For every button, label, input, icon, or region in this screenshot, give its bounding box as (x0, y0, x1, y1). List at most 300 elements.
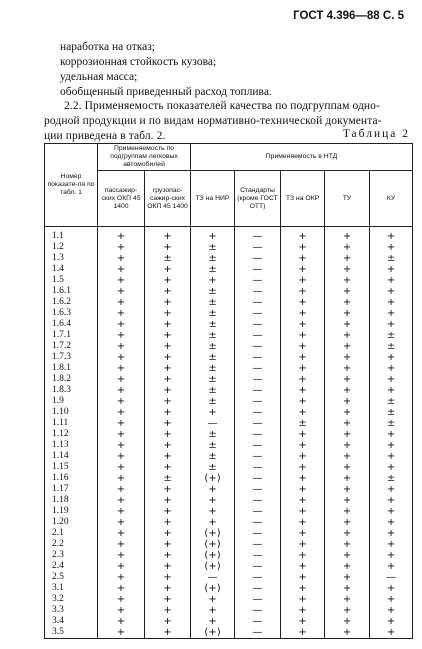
applicability-cell: ± (191, 286, 235, 297)
applicability-cell: + (281, 407, 325, 418)
applicability-cell: + (281, 440, 325, 451)
table-row (45, 297, 413, 308)
applicability-cell: + (325, 242, 370, 253)
applicability-cell: — (235, 572, 281, 583)
applicability-cell: + (98, 341, 145, 352)
table-row (45, 594, 413, 605)
applicability-cell: — (235, 374, 281, 385)
applicability-cell: + (98, 396, 145, 407)
table-row (45, 583, 413, 594)
applicability-cell: + (145, 550, 191, 561)
applicability-cell: + (281, 594, 325, 605)
applicability-cell: + (191, 616, 235, 627)
applicability-cell: + (325, 275, 370, 286)
applicability-table (44, 143, 413, 639)
applicability-cell: ± (191, 242, 235, 253)
row-number-cell: 1.6.1 (45, 286, 98, 297)
applicability-cell: + (145, 286, 191, 297)
table-row (45, 253, 413, 264)
applicability-cell: ± (191, 462, 235, 473)
applicability-cell: + (98, 550, 145, 561)
table-row (45, 572, 413, 583)
applicability-cell: — (235, 407, 281, 418)
applicability-cell: — (370, 572, 413, 583)
applicability-cell: + (325, 352, 370, 363)
applicability-cell: + (281, 506, 325, 517)
applicability-cell: + (145, 407, 191, 418)
applicability-cell: — (235, 341, 281, 352)
applicability-cell: + (370, 429, 413, 440)
row-number-cell: 1.10 (45, 407, 98, 418)
applicability-cell: + (281, 550, 325, 561)
row-number-cell: 1.6.4 (45, 319, 98, 330)
applicability-cell: + (281, 451, 325, 462)
applicability-cell: + (145, 385, 191, 396)
applicability-cell: + (325, 440, 370, 451)
applicability-cell: + (98, 605, 145, 616)
applicability-cell: + (98, 627, 145, 639)
applicability-cell: + (370, 374, 413, 385)
applicability-cell: + (370, 352, 413, 363)
table-row (45, 561, 413, 572)
applicability-cell: — (235, 275, 281, 286)
applicability-cell: — (235, 418, 281, 429)
applicability-cell: — (235, 528, 281, 539)
applicability-cell: + (98, 473, 145, 484)
applicability-cell: — (235, 616, 281, 627)
applicability-cell: + (281, 253, 325, 264)
table-row (45, 462, 413, 473)
applicability-cell: + (281, 605, 325, 616)
applicability-cell: + (191, 517, 235, 528)
row-number-cell: 1.17 (45, 484, 98, 495)
applicability-cell: — (235, 495, 281, 506)
applicability-cell: + (191, 484, 235, 495)
applicability-cell: + (281, 396, 325, 407)
paragraph-line: ции приведена в табл. 2. (44, 130, 166, 142)
applicability-cell: + (281, 341, 325, 352)
applicability-cell: — (235, 385, 281, 396)
applicability-cell: + (145, 341, 191, 352)
applicability-cell: + (281, 462, 325, 473)
table-row (45, 330, 413, 341)
applicability-cell: + (145, 396, 191, 407)
applicability-cell: + (281, 572, 325, 583)
applicability-cell: + (325, 330, 370, 341)
applicability-cell: ± (191, 396, 235, 407)
applicability-cell: + (325, 385, 370, 396)
applicability-cell: + (370, 528, 413, 539)
applicability-cell: — (235, 627, 281, 639)
applicability-cell: + (191, 594, 235, 605)
applicability-cell: + (281, 385, 325, 396)
applicability-cell: + (325, 484, 370, 495)
applicability-cell: + (325, 341, 370, 352)
applicability-cell: + (145, 374, 191, 385)
col-header-number: Номер показате-ля по табл. 1 (45, 144, 98, 227)
table-row (45, 275, 413, 286)
applicability-cell: + (370, 539, 413, 550)
row-number-cell: 3.1 (45, 583, 98, 594)
applicability-cell: — (235, 462, 281, 473)
applicability-cell: + (281, 539, 325, 550)
table-row (45, 407, 413, 418)
applicability-cell: + (325, 528, 370, 539)
applicability-cell: + (98, 594, 145, 605)
applicability-cell: + (370, 242, 413, 253)
row-number-cell: 1.14 (45, 451, 98, 462)
row-number-cell: 1.6.3 (45, 308, 98, 319)
applicability-cell: + (281, 297, 325, 308)
applicability-cell: + (281, 528, 325, 539)
applicability-cell: + (370, 462, 413, 473)
applicability-cell: + (191, 407, 235, 418)
applicability-cell: + (98, 451, 145, 462)
applicability-cell: — (235, 297, 281, 308)
applicability-cell: + (145, 363, 191, 374)
applicability-cell: — (235, 242, 281, 253)
row-number-cell: 1.1 (45, 227, 98, 243)
applicability-cell: + (370, 440, 413, 451)
applicability-cell: + (325, 616, 370, 627)
applicability-cell: + (98, 308, 145, 319)
applicability-cell: + (98, 242, 145, 253)
applicability-cell: + (325, 561, 370, 572)
row-number-cell: 1.7.1 (45, 330, 98, 341)
row-number-cell: 1.3 (45, 253, 98, 264)
applicability-cell: ± (191, 440, 235, 451)
applicability-cell: + (325, 495, 370, 506)
applicability-cell: + (98, 440, 145, 451)
col-header-standards: Стандарты (кроме ГОСТ ОТТ) (235, 171, 281, 227)
applicability-cell: + (370, 594, 413, 605)
table-row (45, 227, 413, 243)
applicability-cell: + (145, 572, 191, 583)
applicability-cell: + (281, 352, 325, 363)
applicability-cell: + (98, 528, 145, 539)
list-item: удельная масса; (60, 71, 138, 83)
applicability-cell: + (281, 627, 325, 639)
applicability-cell: + (98, 253, 145, 264)
applicability-cell: + (191, 227, 235, 243)
applicability-cell: + (191, 275, 235, 286)
row-number-cell: 1.7.3 (45, 352, 98, 363)
applicability-cell: + (145, 352, 191, 363)
applicability-cell: ± (370, 253, 413, 264)
table-row (45, 550, 413, 561)
col-header-cargo-passenger: грузопас-сажир-ских ОКП 45 1400 (145, 171, 191, 227)
row-number-cell: 1.16 (45, 473, 98, 484)
applicability-cell: + (370, 506, 413, 517)
applicability-cell: + (325, 539, 370, 550)
applicability-cell: + (145, 539, 191, 550)
applicability-cell: ± (370, 341, 413, 352)
applicability-cell: ± (370, 418, 413, 429)
applicability-cell: + (145, 594, 191, 605)
applicability-cell: + (281, 330, 325, 341)
row-number-cell: 2.3 (45, 550, 98, 561)
applicability-cell: + (145, 462, 191, 473)
applicability-cell: + (281, 264, 325, 275)
applicability-cell: + (370, 561, 413, 572)
applicability-cell: ± (191, 330, 235, 341)
applicability-cell: — (235, 539, 281, 550)
row-number-cell: 1.18 (45, 495, 98, 506)
applicability-cell: + (325, 550, 370, 561)
applicability-cell: ± (191, 451, 235, 462)
table-row (45, 242, 413, 253)
applicability-cell: + (145, 297, 191, 308)
applicability-cell: + (370, 517, 413, 528)
applicability-cell: — (235, 308, 281, 319)
applicability-cell: + (98, 330, 145, 341)
row-number-cell: 1.13 (45, 440, 98, 451)
applicability-cell: + (281, 227, 325, 243)
row-number-cell: 1.12 (45, 429, 98, 440)
applicability-cell: + (98, 286, 145, 297)
applicability-cell: + (325, 264, 370, 275)
row-number-cell: 1.8.3 (45, 385, 98, 396)
applicability-cell: + (370, 484, 413, 495)
applicability-cell: + (145, 308, 191, 319)
applicability-cell: + (370, 385, 413, 396)
paragraph-line: родной продукции и по видам нормативно-технической документа- (44, 115, 382, 127)
table-row (45, 341, 413, 352)
applicability-cell: + (281, 275, 325, 286)
applicability-cell: — (235, 605, 281, 616)
applicability-cell: — (235, 363, 281, 374)
applicability-cell: ± (191, 297, 235, 308)
applicability-cell: + (98, 407, 145, 418)
applicability-cell: + (98, 484, 145, 495)
applicability-cell: + (145, 451, 191, 462)
applicability-cell: + (281, 517, 325, 528)
applicability-cell: + (325, 363, 370, 374)
applicability-cell: + (281, 319, 325, 330)
applicability-cell: + (325, 583, 370, 594)
applicability-cell: + (98, 462, 145, 473)
applicability-cell: + (325, 451, 370, 462)
applicability-cell: + (325, 374, 370, 385)
applicability-cell: + (98, 418, 145, 429)
row-number-cell: 3.5 (45, 627, 98, 639)
col-header-tz-okr: ТЗ на ОКР (281, 171, 325, 227)
indicator-list (60, 40, 272, 100)
applicability-cell: + (145, 319, 191, 330)
applicability-cell: + (370, 583, 413, 594)
applicability-cell: — (235, 594, 281, 605)
applicability-cell: + (281, 429, 325, 440)
applicability-cell: + (325, 396, 370, 407)
applicability-cell: + (145, 227, 191, 243)
applicability-cell: — (235, 429, 281, 440)
table-row (45, 374, 413, 385)
applicability-cell: + (145, 429, 191, 440)
applicability-cell: (+) (191, 583, 235, 594)
applicability-cell: + (145, 242, 191, 253)
applicability-cell: + (370, 286, 413, 297)
applicability-cell: — (235, 550, 281, 561)
applicability-cell: (+) (191, 528, 235, 539)
table-row (45, 352, 413, 363)
row-number-cell: 2.2 (45, 539, 98, 550)
applicability-cell: + (98, 319, 145, 330)
applicability-cell: ± (191, 341, 235, 352)
applicability-cell: + (145, 330, 191, 341)
applicability-cell: ± (191, 264, 235, 275)
applicability-cell: + (191, 495, 235, 506)
applicability-cell: + (325, 473, 370, 484)
row-number-cell: 1.19 (45, 506, 98, 517)
applicability-cell: — (191, 572, 235, 583)
applicability-cell: + (98, 297, 145, 308)
applicability-cell: + (98, 583, 145, 594)
table-row (45, 605, 413, 616)
col-header-passenger: пассажир-ских ОКП 45 1400 (98, 171, 145, 227)
applicability-cell: — (191, 418, 235, 429)
applicability-cell: + (98, 539, 145, 550)
applicability-cell: + (325, 308, 370, 319)
row-number-cell: 1.7.2 (45, 341, 98, 352)
row-number-cell: 3.3 (45, 605, 98, 616)
applicability-cell: + (145, 484, 191, 495)
applicability-cell: + (145, 627, 191, 639)
applicability-cell: + (98, 506, 145, 517)
table-row (45, 440, 413, 451)
applicability-cell: + (98, 352, 145, 363)
applicability-cell: + (370, 550, 413, 561)
row-number-cell: 1.5 (45, 275, 98, 286)
applicability-cell: + (325, 517, 370, 528)
applicability-cell: + (281, 484, 325, 495)
applicability-cell: + (98, 429, 145, 440)
applicability-cell: + (145, 561, 191, 572)
paragraph-line: 2.2. Применяемость показателей качества по подгруппам одно- (64, 100, 380, 112)
col-group-subgroups: Применяемость по подгруппам легковых автомобилей (98, 144, 191, 171)
applicability-cell: + (370, 308, 413, 319)
applicability-cell: + (98, 264, 145, 275)
table-row (45, 264, 413, 275)
applicability-cell: + (281, 561, 325, 572)
applicability-cell: — (235, 227, 281, 243)
applicability-cell: + (370, 264, 413, 275)
applicability-cell: + (98, 616, 145, 627)
applicability-cell: + (145, 605, 191, 616)
applicability-cell: (+) (191, 539, 235, 550)
applicability-cell: ± (370, 396, 413, 407)
row-number-cell: 1.8.1 (45, 363, 98, 374)
row-number-cell: 1.4 (45, 264, 98, 275)
applicability-cell: + (325, 572, 370, 583)
applicability-cell: + (325, 319, 370, 330)
applicability-cell: (+) (191, 550, 235, 561)
applicability-cell: + (145, 616, 191, 627)
row-number-cell: 3.2 (45, 594, 98, 605)
applicability-cell: + (281, 473, 325, 484)
row-number-cell: 1.6.2 (45, 297, 98, 308)
applicability-cell: — (235, 451, 281, 462)
applicability-cell: ± (191, 308, 235, 319)
table-row (45, 286, 413, 297)
applicability-cell: + (98, 495, 145, 506)
applicability-cell: ± (191, 374, 235, 385)
applicability-cell: — (235, 352, 281, 363)
table-row (45, 517, 413, 528)
row-number-cell: 1.9 (45, 396, 98, 407)
applicability-cell: + (145, 528, 191, 539)
table-row (45, 429, 413, 440)
applicability-cell: + (145, 495, 191, 506)
applicability-cell: + (325, 253, 370, 264)
applicability-cell: (+) (191, 627, 235, 639)
applicability-cell: ± (370, 330, 413, 341)
applicability-cell: ± (370, 407, 413, 418)
table-row (45, 627, 413, 639)
applicability-cell: ± (191, 352, 235, 363)
applicability-cell: — (235, 561, 281, 572)
applicability-cell: — (235, 506, 281, 517)
applicability-cell: + (370, 363, 413, 374)
applicability-cell: + (98, 385, 145, 396)
applicability-cell: ± (191, 385, 235, 396)
table-row (45, 385, 413, 396)
table-row (45, 451, 413, 462)
applicability-cell: — (235, 396, 281, 407)
applicability-cell: + (370, 275, 413, 286)
applicability-cell: + (370, 627, 413, 639)
applicability-cell: + (145, 264, 191, 275)
table-row (45, 539, 413, 550)
applicability-cell: + (281, 616, 325, 627)
applicability-cell: + (281, 495, 325, 506)
applicability-cell: + (281, 363, 325, 374)
table-row (45, 363, 413, 374)
applicability-cell: + (191, 605, 235, 616)
applicability-cell: + (325, 594, 370, 605)
applicability-cell: — (235, 440, 281, 451)
applicability-cell: + (191, 506, 235, 517)
table-row (45, 506, 413, 517)
applicability-cell: — (235, 484, 281, 495)
applicability-cell: + (325, 429, 370, 440)
applicability-cell: + (145, 440, 191, 451)
applicability-cell: (+) (191, 561, 235, 572)
row-number-cell: 1.15 (45, 462, 98, 473)
table-row (45, 473, 413, 484)
applicability-cell: + (281, 286, 325, 297)
applicability-cell: + (145, 506, 191, 517)
applicability-cell: + (325, 227, 370, 243)
applicability-cell: + (325, 418, 370, 429)
applicability-cell: — (235, 286, 281, 297)
applicability-cell: — (235, 517, 281, 528)
table-body (45, 227, 413, 639)
applicability-cell: — (235, 583, 281, 594)
applicability-cell: — (235, 473, 281, 484)
applicability-cell: ± (145, 473, 191, 484)
applicability-cell: ± (191, 363, 235, 374)
applicability-cell: + (98, 572, 145, 583)
col-header-ku: КУ (370, 171, 413, 227)
applicability-cell: + (325, 506, 370, 517)
applicability-cell: + (145, 275, 191, 286)
row-number-cell: 1.11 (45, 418, 98, 429)
list-item: наработка на отказ; (60, 41, 155, 53)
applicability-cell: + (370, 451, 413, 462)
applicability-cell: ± (191, 253, 235, 264)
applicability-cell: + (281, 242, 325, 253)
applicability-cell: + (325, 627, 370, 639)
